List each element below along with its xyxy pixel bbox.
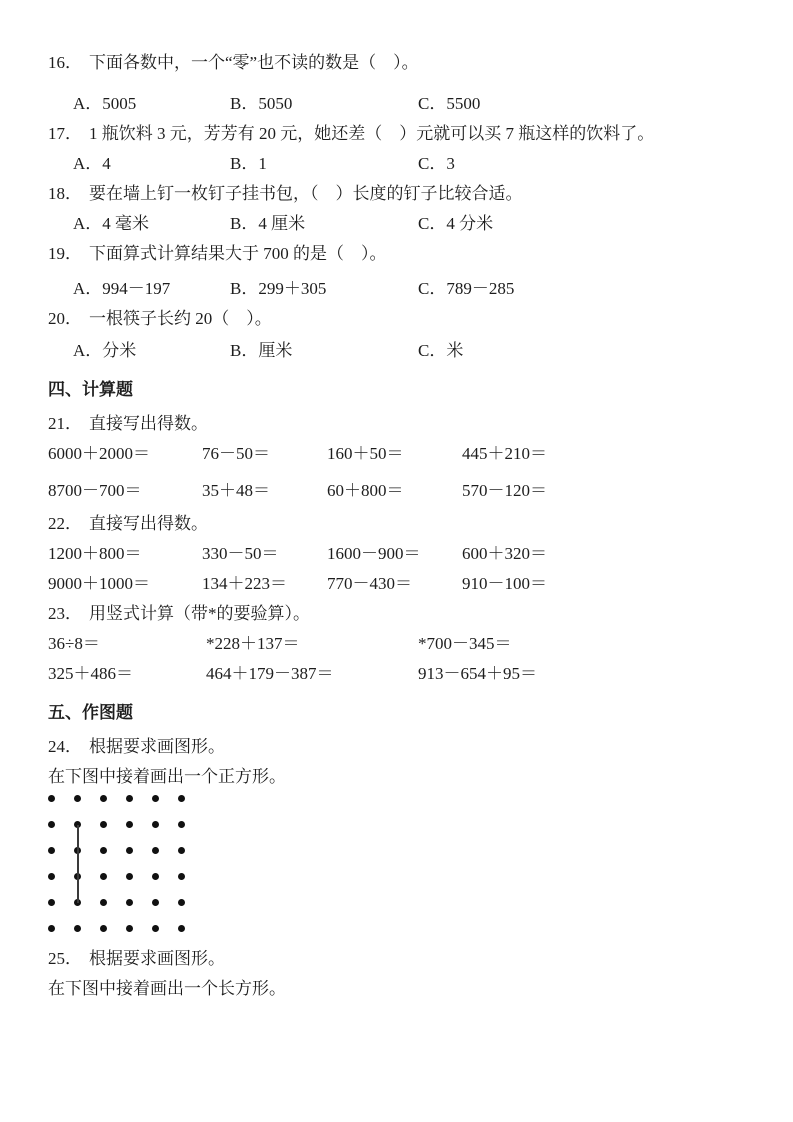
calc-expression: 445＋210＝ [462,444,547,463]
calc-expression: 770－430＝ [327,574,412,593]
dot-grid[interactable] [48,795,185,932]
grid-dot [126,795,133,802]
section-title-drawing: 五、作图题 [48,703,133,722]
question-20-number: 20． [48,309,82,328]
grid-dot [48,873,55,880]
question-17-option-b: B．1 [230,154,267,173]
question-18-options [73,209,753,239]
grid-dot [152,795,159,802]
question-17-option-a: A．4 [73,154,111,173]
question-18-option-a: A．4 毫米 [73,214,150,233]
question-17-option-c: C．3 [418,154,455,173]
question-19-options [73,274,753,304]
calc-expression: 35＋48＝ [202,481,270,500]
question-18-text: 要在墙上钉一枚钉子挂书包，（ ）长度的钉子比较合适。 [89,184,523,203]
question-18-number: 18． [48,184,82,203]
question-23-row-2 [48,659,753,689]
grid-dot [152,847,159,854]
calc-expression: 8700－700＝ [48,481,142,500]
question-19-stem [48,239,753,269]
question-18-option-c: C．4 分米 [418,214,494,233]
question-25-number: 25． [48,949,82,968]
question-16-number: 16． [48,53,82,72]
drawn-line-segment [77,825,79,903]
grid-dot [178,847,185,854]
calc-expression: 134＋223＝ [202,574,287,593]
grid-dot [178,795,185,802]
question-25-heading [48,944,753,974]
question-24-number: 24． [48,737,82,756]
grid-dot [126,873,133,880]
calc-expression: 464＋179－387＝ [206,664,334,683]
calc-expression: 6000＋2000＝ [48,444,150,463]
question-17-stem [48,119,753,149]
question-18-stem [48,179,753,209]
question-25-instruction: 根据要求画图形。 [89,949,225,968]
calc-expression: 600＋320＝ [462,544,547,563]
grid-dot [100,899,107,906]
question-17-number: 17． [48,124,82,143]
question-16-option-a: A．5005 [73,94,137,113]
question-23-heading [48,599,753,629]
question-19-option-c: C．789－285 [418,279,515,298]
question-16-options [73,89,753,119]
grid-dot [48,821,55,828]
grid-dot [178,925,185,932]
question-20-option-a: A．分米 [73,341,137,360]
question-23-number: 23． [48,604,82,623]
question-17-options [73,149,753,179]
section-title-calculation: 四、计算题 [48,380,133,399]
calc-expression: 60＋800＝ [327,481,404,500]
calc-expression: 570－120＝ [462,481,547,500]
question-19-number: 19． [48,244,82,263]
question-22-row-2 [48,569,753,599]
question-22-instruction: 直接写出得数。 [89,514,208,533]
grid-dot [126,821,133,828]
question-21-instruction: 直接写出得数。 [89,414,208,433]
question-20-option-c: C．米 [418,341,464,360]
question-24-instruction: 根据要求画图形。 [89,737,225,756]
grid-dot [74,925,81,932]
question-20-options [73,336,753,366]
calc-expression: 330－50＝ [202,544,279,563]
question-20-option-b: B．厘米 [230,341,293,360]
grid-dot [48,899,55,906]
grid-dot [178,873,185,880]
question-16-option-c: C．5500 [418,94,481,113]
grid-dot [74,795,81,802]
calc-expression: 910－100＝ [462,574,547,593]
grid-dot [48,925,55,932]
question-17-text: 1 瓶饮料 3 元，芳芳有 20 元，她还差（ ）元就可以买 7 瓶这样的饮料了。 [89,124,655,143]
question-24-heading [48,732,753,762]
question-22-row-1 [48,539,753,569]
question-23-row-1 [48,629,753,659]
grid-dot [178,899,185,906]
question-24-prompt: 在下图中接着画出一个正方形。 [48,767,286,786]
calc-expression: *228＋137＝ [206,634,300,653]
question-23-instruction: 用竖式计算（带*的要验算）。 [89,604,310,623]
question-21-number: 21． [48,414,82,433]
question-22-heading [48,509,753,539]
calc-expression: 325＋486＝ [48,664,133,683]
question-21-heading [48,409,753,439]
calc-expression: 1600－900＝ [327,544,421,563]
question-21-row-2 [48,476,753,506]
grid-dot [48,795,55,802]
grid-dot [152,925,159,932]
grid-dot [126,847,133,854]
question-22-number: 22． [48,514,82,533]
grid-dot [152,873,159,880]
question-20-stem [48,304,753,334]
calc-expression: *700－345＝ [418,634,512,653]
calc-expression: 76－50＝ [202,444,270,463]
question-25-prompt: 在下图中接着画出一个长方形。 [48,979,286,998]
grid-dot [100,821,107,828]
grid-dot [100,847,107,854]
grid-dot [100,795,107,802]
grid-dot [100,925,107,932]
grid-dot [48,847,55,854]
question-18-option-b: B．4 厘米 [230,214,306,233]
question-19-option-a: A．994－197 [73,279,171,298]
question-20-text: 一根筷子长约 20（ ）。 [89,309,272,328]
question-19-text: 下面算式计算结果大于 700 的是（ ）。 [89,244,387,263]
question-16-stem [48,48,753,78]
calc-expression: 913－654＋95＝ [418,664,537,683]
grid-dot [126,925,133,932]
grid-dot [126,899,133,906]
question-16-option-b: B．5050 [230,94,293,113]
grid-dot [100,873,107,880]
grid-dot [178,821,185,828]
calc-expression: 9000＋1000＝ [48,574,150,593]
calc-expression: 36÷8＝ [48,634,100,653]
question-16-text: 下面各数中，一个“零”也不读的数是（ ）。 [89,53,419,72]
question-19-option-b: B．299＋305 [230,279,327,298]
grid-dot [152,821,159,828]
grid-dot [152,899,159,906]
calc-expression: 1200＋800＝ [48,544,142,563]
question-21-row-1 [48,439,753,469]
calc-expression: 160＋50＝ [327,444,404,463]
